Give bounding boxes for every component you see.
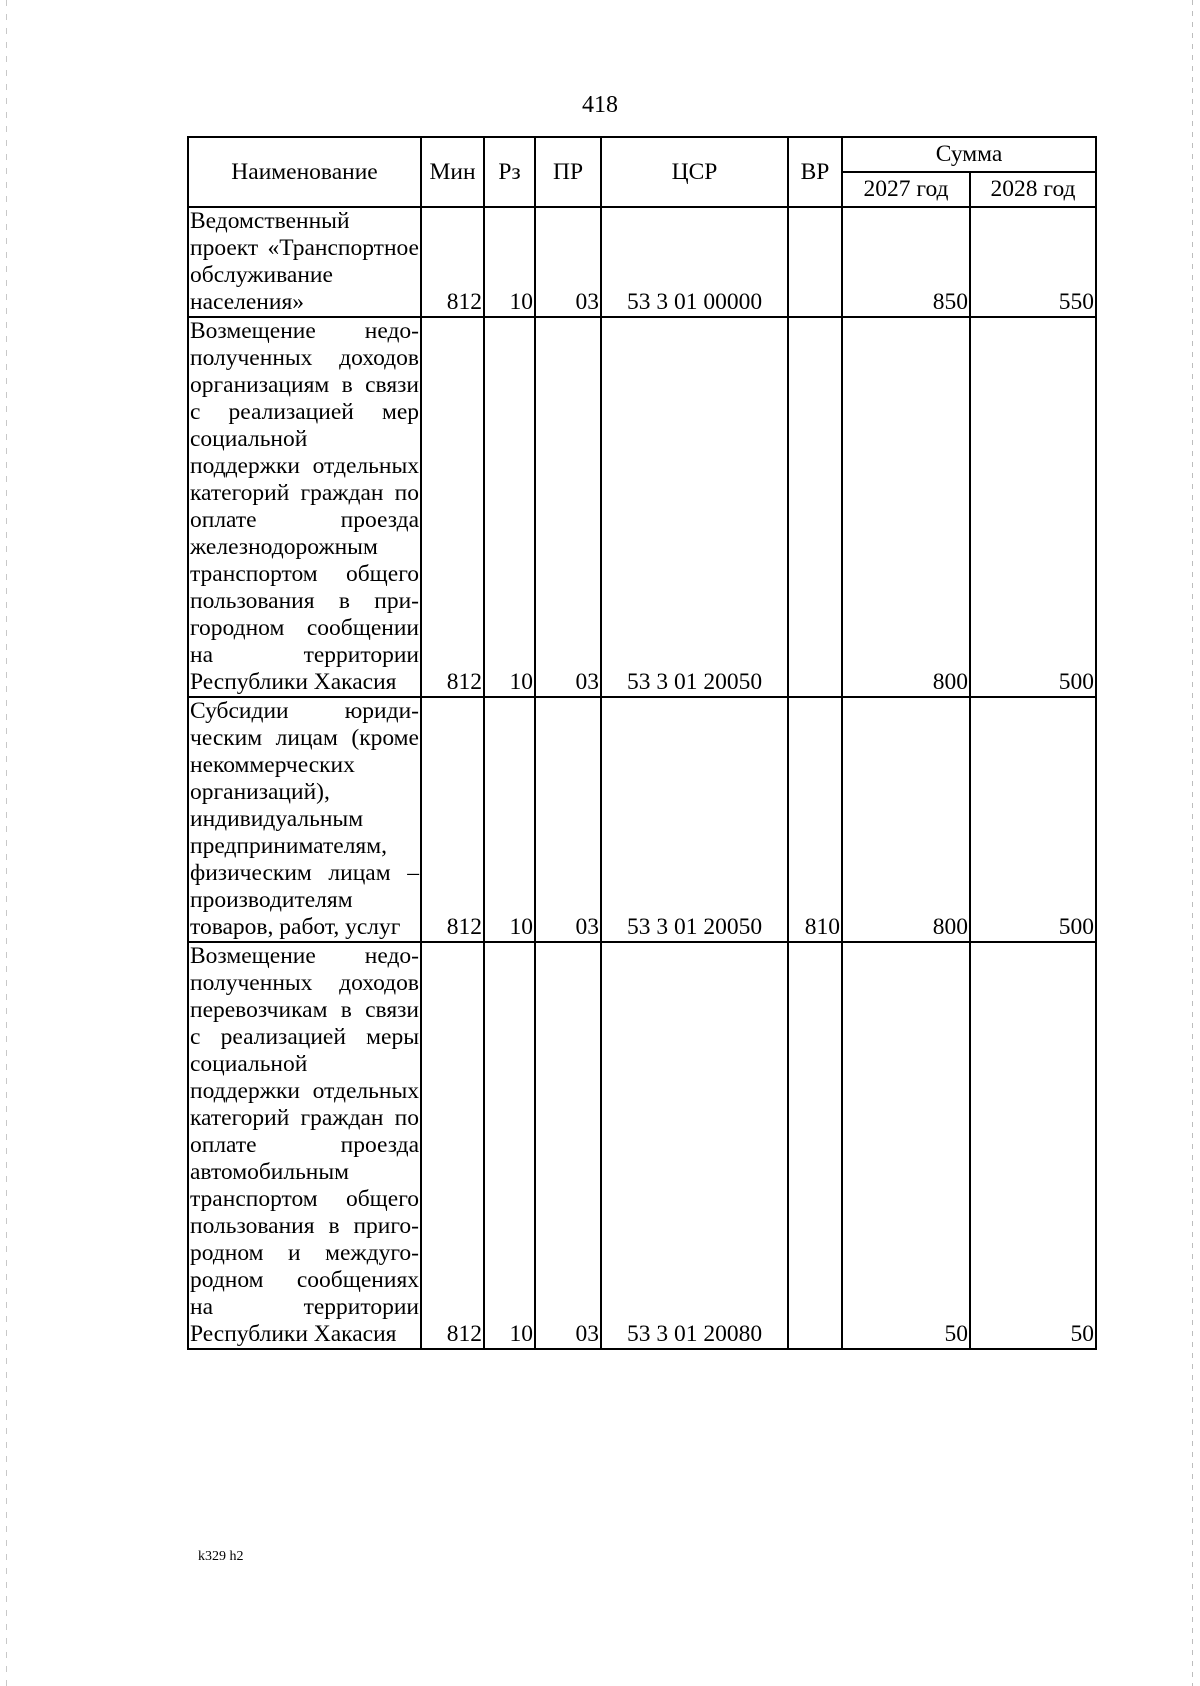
row-sum-2028: 500 — [970, 697, 1096, 942]
row-csr: 53 3 01 20050 — [601, 317, 788, 697]
header-row-top — [188, 137, 1096, 172]
header-year-2028: 2028 год — [970, 172, 1096, 207]
header-sum: Сумма — [842, 137, 1096, 172]
row-vr — [788, 317, 842, 697]
header-name: Наименование — [188, 137, 421, 207]
table-row — [188, 942, 1096, 1349]
footer-code: k329 h2 — [198, 1549, 244, 1564]
row-pr: 03 — [535, 207, 601, 317]
row-vr — [788, 942, 842, 1349]
row-pr: 03 — [535, 942, 601, 1349]
row-min: 812 — [421, 942, 484, 1349]
row-vr: 810 — [788, 697, 842, 942]
row-rz: 10 — [484, 207, 535, 317]
row-min: 812 — [421, 697, 484, 942]
row-sum-2027: 800 — [842, 697, 970, 942]
header-pr: ПР — [535, 137, 601, 207]
row-csr: 53 3 01 20080 — [601, 942, 788, 1349]
row-sum-2028: 500 — [970, 317, 1096, 697]
row-rz: 10 — [484, 317, 535, 697]
scan-edge-right — [1192, 0, 1193, 1686]
row-sum-2027: 800 — [842, 317, 970, 697]
row-min: 812 — [421, 207, 484, 317]
header-rz: Рз — [484, 137, 535, 207]
row-sum-2027: 850 — [842, 207, 970, 317]
header-vr: ВР — [788, 137, 842, 207]
row-sum-2028: 550 — [970, 207, 1096, 317]
row-rz: 10 — [484, 942, 535, 1349]
row-pr: 03 — [535, 317, 601, 697]
row-name: Субсидии юридическим лицам (кроме некоммерческих организаций), индивидуальным предпринимателям, физическим лицам – производителям товаров, работ, услуг — [190, 698, 419, 940]
row-name: Возмещение недополученных доходов организациям в связи с реализацией мер социальной поддержки отдельных категорий граждан по оплате проезда железнодорожным транспортом общего пользования в пригородном сообщении на территории Республики Хакасия — [190, 318, 419, 695]
header-min: Мин — [421, 137, 484, 207]
row-sum-2028: 50 — [970, 942, 1096, 1349]
table-row — [188, 697, 1096, 942]
row-csr: 53 3 01 00000 — [601, 207, 788, 317]
row-pr: 03 — [535, 697, 601, 942]
row-name: Ведомственный проект «Транспортное обслуживание населения» — [190, 208, 419, 315]
table-row — [188, 207, 1096, 317]
row-name: Возмещение недополученных доходов перевозчикам в связи с реализацией меры социальной поддержки отдельных категорий граждан по оплате проезда автомобильным транспортом общего пользования в пригородном и междугородном сообщениях на территории Республики Хакасия — [190, 943, 419, 1347]
budget-table — [187, 136, 1097, 1350]
header-year-2027: 2027 год — [842, 172, 970, 207]
row-csr: 53 3 01 20050 — [601, 697, 788, 942]
header-csr: ЦСР — [601, 137, 788, 207]
row-vr — [788, 207, 842, 317]
page-number: 418 — [582, 92, 618, 118]
table-row — [188, 317, 1096, 697]
scan-edge-left — [6, 0, 7, 1686]
row-min: 812 — [421, 317, 484, 697]
row-rz: 10 — [484, 697, 535, 942]
row-sum-2027: 50 — [842, 942, 970, 1349]
